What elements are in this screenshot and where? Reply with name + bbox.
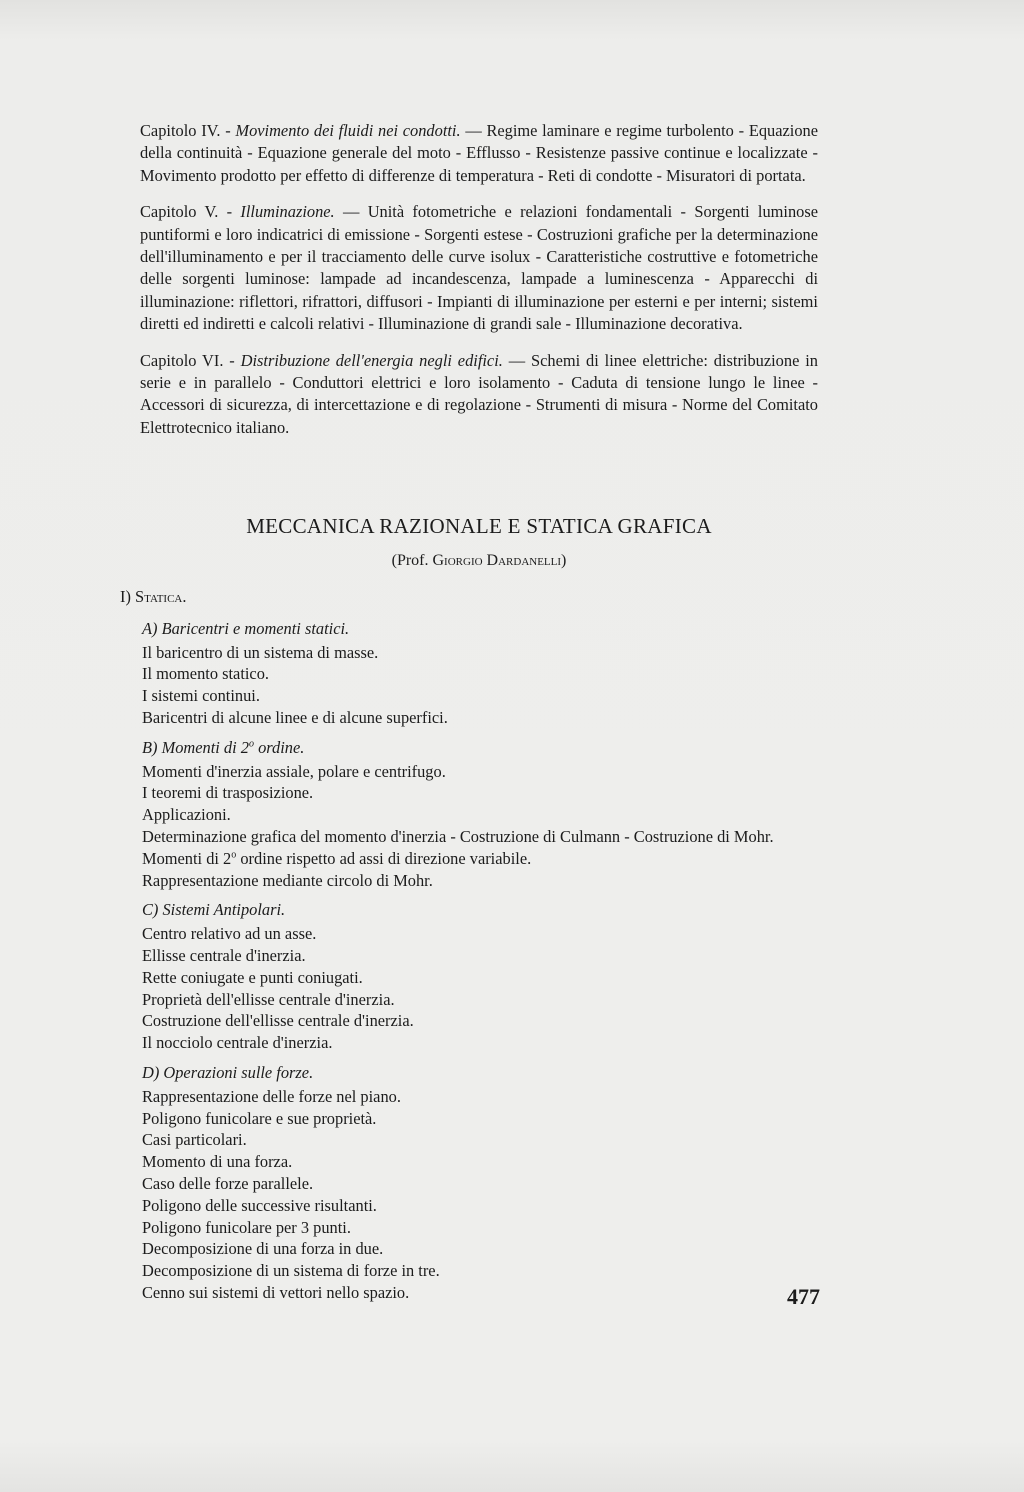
list-item: Centro relativo ad un asse. bbox=[142, 924, 317, 944]
subsection-b-heading-suffix: ordine. bbox=[253, 737, 305, 757]
chapter-4-body: — Regime laminare e regime turbolento - Equazione della continuità - Equazione generale del moto - Efflusso - Resistenze passive continue e localizzate - Movimento prodotto per effetto di differenze di temperatura - Reti di condotte - Misuratori di portata. bbox=[140, 121, 818, 185]
list-item: Rappresentazione mediante circolo di Mohr. bbox=[142, 870, 433, 890]
list-item: Proprietà dell'ellisse centrale d'inerzia. bbox=[142, 989, 395, 1009]
page-number: 477 bbox=[787, 1284, 820, 1309]
item-sup: o bbox=[231, 849, 237, 861]
list-item: Rette coniugate e punti coniugati. bbox=[142, 967, 363, 987]
item-suffix: ordine rispetto ad assi di direzione variabile. bbox=[236, 848, 532, 868]
professor-name: Giorgio Dardanelli bbox=[432, 552, 562, 569]
list-item: Costruzione dell'ellisse centrale d'inerzia. bbox=[142, 1011, 414, 1031]
list-item: Baricentri di alcune linee e di alcune superfici. bbox=[142, 707, 448, 727]
list-item: I teoremi di trasposizione. bbox=[142, 783, 314, 803]
list-item: Decomposizione di una forza in due. bbox=[142, 1239, 384, 1259]
chapter-4-paragraph bbox=[140, 120, 818, 187]
list-item: I sistemi continui. bbox=[142, 686, 260, 706]
professor-suffix: ) bbox=[561, 552, 567, 569]
list-item: Poligono funicolare e sue proprietà. bbox=[142, 1108, 377, 1128]
chapter-5-label: Capitolo V. - bbox=[140, 202, 241, 222]
list-item: Rappresentazione delle forze nel piano. bbox=[142, 1086, 401, 1106]
section-name: Statica. bbox=[135, 587, 187, 606]
section-number: I) bbox=[120, 587, 136, 606]
subsection-b-heading bbox=[120, 737, 820, 759]
list-item: Momenti d'inerzia assiale, polare e centrifugo. bbox=[142, 761, 446, 781]
chapter-4-label: Capitolo IV. - bbox=[140, 121, 236, 140]
list-item: Il baricentro di un sistema di masse. bbox=[142, 642, 379, 662]
chapter-6-body: — Schemi di linee elettriche: distribuzione in serie e in parallelo - Conduttori elettrici e loro isolamento - Caduta di tensione lungo le linee - Accessori di sicurezza, di intercettazione e di regolazione - Strumenti di misura - Norme del Comitato Elettrotecnico italiano. bbox=[140, 350, 818, 437]
course-title: MECCANICA RAZIONALE E STATICA GRAFICA bbox=[246, 514, 712, 538]
list-item: Cenno sui sistemi di vettori nello spazio. bbox=[142, 1282, 410, 1302]
subsection-b-heading-sup: o bbox=[248, 738, 254, 750]
subsection-b-heading-prefix: B) Momenti di 2 bbox=[142, 737, 249, 757]
list-item: Il nocciolo centrale d'inerzia. bbox=[142, 1033, 333, 1053]
professor-prefix: (Prof. bbox=[391, 552, 433, 569]
course-professor bbox=[140, 552, 818, 570]
list-item: Determinazione grafica del momento d'inerzia - Costruzione di Culmann - Costruzione di Mohr. bbox=[142, 826, 774, 846]
syllabus-list bbox=[120, 586, 820, 1304]
list-item: Applicazioni. bbox=[142, 805, 231, 825]
list-item: Caso delle forze parallele. bbox=[142, 1173, 314, 1193]
chapter-4-title: Movimento dei fluidi nei condotti. bbox=[235, 121, 461, 140]
list-item: Momento di una forza. bbox=[142, 1152, 293, 1172]
item-prefix: Momenti di 2 bbox=[142, 848, 232, 868]
chapter-6-label: Capitolo VI. - bbox=[140, 350, 241, 370]
list-item: Il momento statico. bbox=[142, 664, 270, 684]
subsection-c-heading: C) Sistemi Antipolari. bbox=[142, 900, 286, 920]
list-item: Poligono funicolare per 3 punti. bbox=[142, 1217, 351, 1237]
list-item: Casi particolari. bbox=[142, 1130, 247, 1150]
chapter-5-body: — Unità fotometriche e relazioni fondamentali - Sorgenti luminose puntiformi e loro indicatrici di emissione - Sorgenti estese - Costruzioni grafiche per la determinazione dell'illuminamento e per il tracciamento delle curve isolux - Caratteristiche costruttive e fotometriche delle sorgenti luminose: lampade ad incandescenza, lampade a luminescenza - Apparecchi di illuminazione: riflettori, rifrattori, diffusori - Impianti di illuminazione per esterni e per interni; sistemi diretti ed indiretti e calcoli relativi - Illuminazione di grandi sale - Illuminazione decorativa. bbox=[140, 202, 818, 334]
list-item: Ellisse centrale d'inerzia. bbox=[142, 945, 306, 965]
list-item bbox=[120, 848, 820, 870]
chapter-6-title: Distribuzione dell'energia negli edifici. bbox=[240, 350, 503, 370]
list-item: Decomposizione di un sistema di forze in tre. bbox=[142, 1261, 440, 1281]
list-item: Poligono delle successive risultanti. bbox=[142, 1195, 377, 1215]
chapter-6-paragraph bbox=[140, 350, 818, 440]
subsection-a-heading: A) Baricentri e momenti statici. bbox=[142, 618, 350, 638]
chapter-5-paragraph bbox=[140, 201, 818, 335]
chapter-list bbox=[140, 120, 818, 453]
chapter-5-title: Illuminazione. bbox=[240, 202, 335, 222]
subsection-d-heading: D) Operazioni sulle forze. bbox=[142, 1062, 314, 1082]
section-heading bbox=[120, 586, 820, 608]
